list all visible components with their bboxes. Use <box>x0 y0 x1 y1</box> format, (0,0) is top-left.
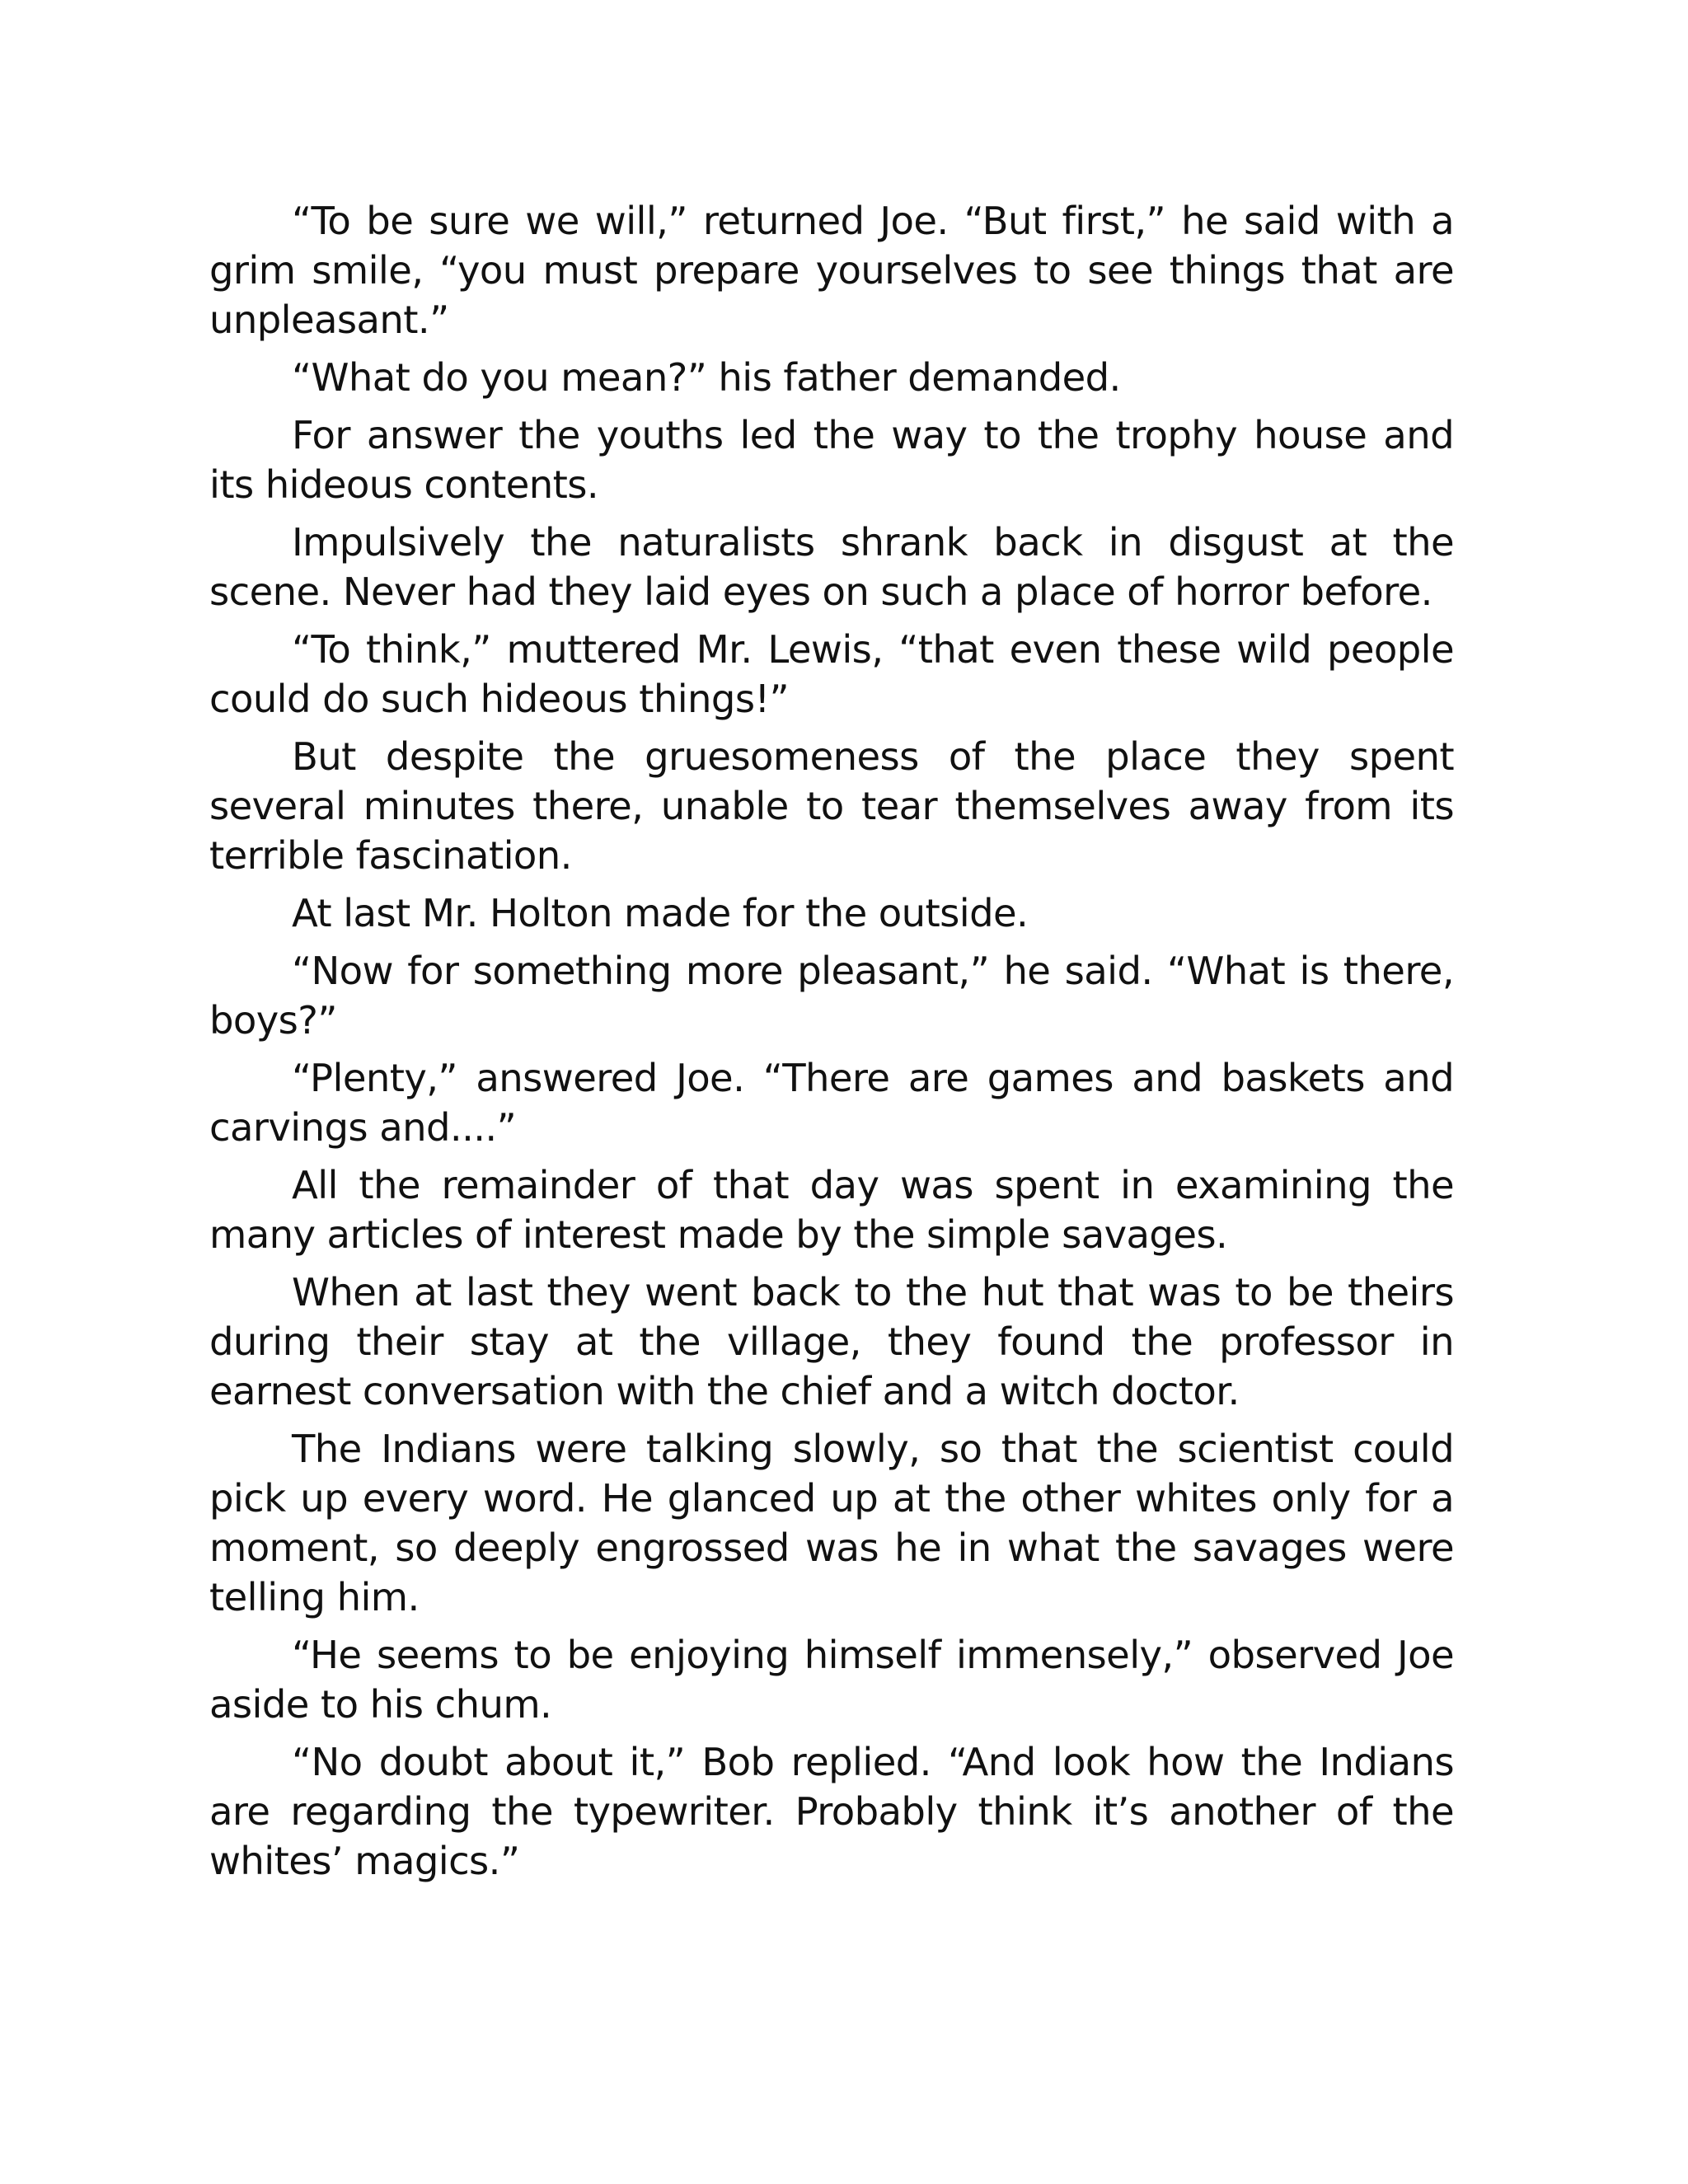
paragraph: For answer the youths led the way to the trophy house and its hideous contents. <box>209 413 1454 507</box>
paragraph: Impulsively the naturalists shrank back in disgust at the scene. Never had they laid eyes on such a place of horror before. <box>209 520 1454 614</box>
paragraph: “No doubt about it,” Bob replied. “And look how the Indians are regarding the typewriter. Probably think it’s another of the whites’ magics.” <box>209 1740 1454 1883</box>
paragraph: “To think,” muttered Mr. Lewis, “that even these wild people could do such hideous things!” <box>209 627 1454 721</box>
paragraph: But despite the gruesomeness of the place they spent several minutes there, unable to tear themselves away from its terrible fascination. <box>209 734 1454 878</box>
paragraph: At last Mr. Holton made for the outside. <box>292 891 1029 935</box>
paragraph: “To be sure we will,” returned Joe. “But first,” he said with a grim smile, “you must prepare yourselves to see things that are unpleasant.” <box>209 199 1454 342</box>
paragraph: The Indians were talking slowly, so that the scientist could pick up every word. He glanced up at the other whites only for a moment, so deeply engrossed was he in what the savages were telling him. <box>209 1427 1454 1619</box>
paragraph: All the remainder of that day was spent in examining the many articles of interest made by the simple savages. <box>209 1163 1454 1257</box>
paragraph: “Now for something more pleasant,” he said. “What is there, boys?” <box>209 949 1454 1043</box>
paragraph: “What do you mean?” his father demanded. <box>292 355 1121 400</box>
paragraph: When at last they went back to the hut that was to be theirs during their stay at the village, they found the professor in earnest conversation with the chief and a witch doctor. <box>209 1270 1454 1413</box>
paragraph: “He seems to be enjoying himself immensely,” observed Joe aside to his chum. <box>209 1633 1454 1727</box>
page-body <box>209 196 1454 1894</box>
paragraph: “Plenty,” answered Joe. “There are games and baskets and carvings and....” <box>209 1056 1454 1150</box>
